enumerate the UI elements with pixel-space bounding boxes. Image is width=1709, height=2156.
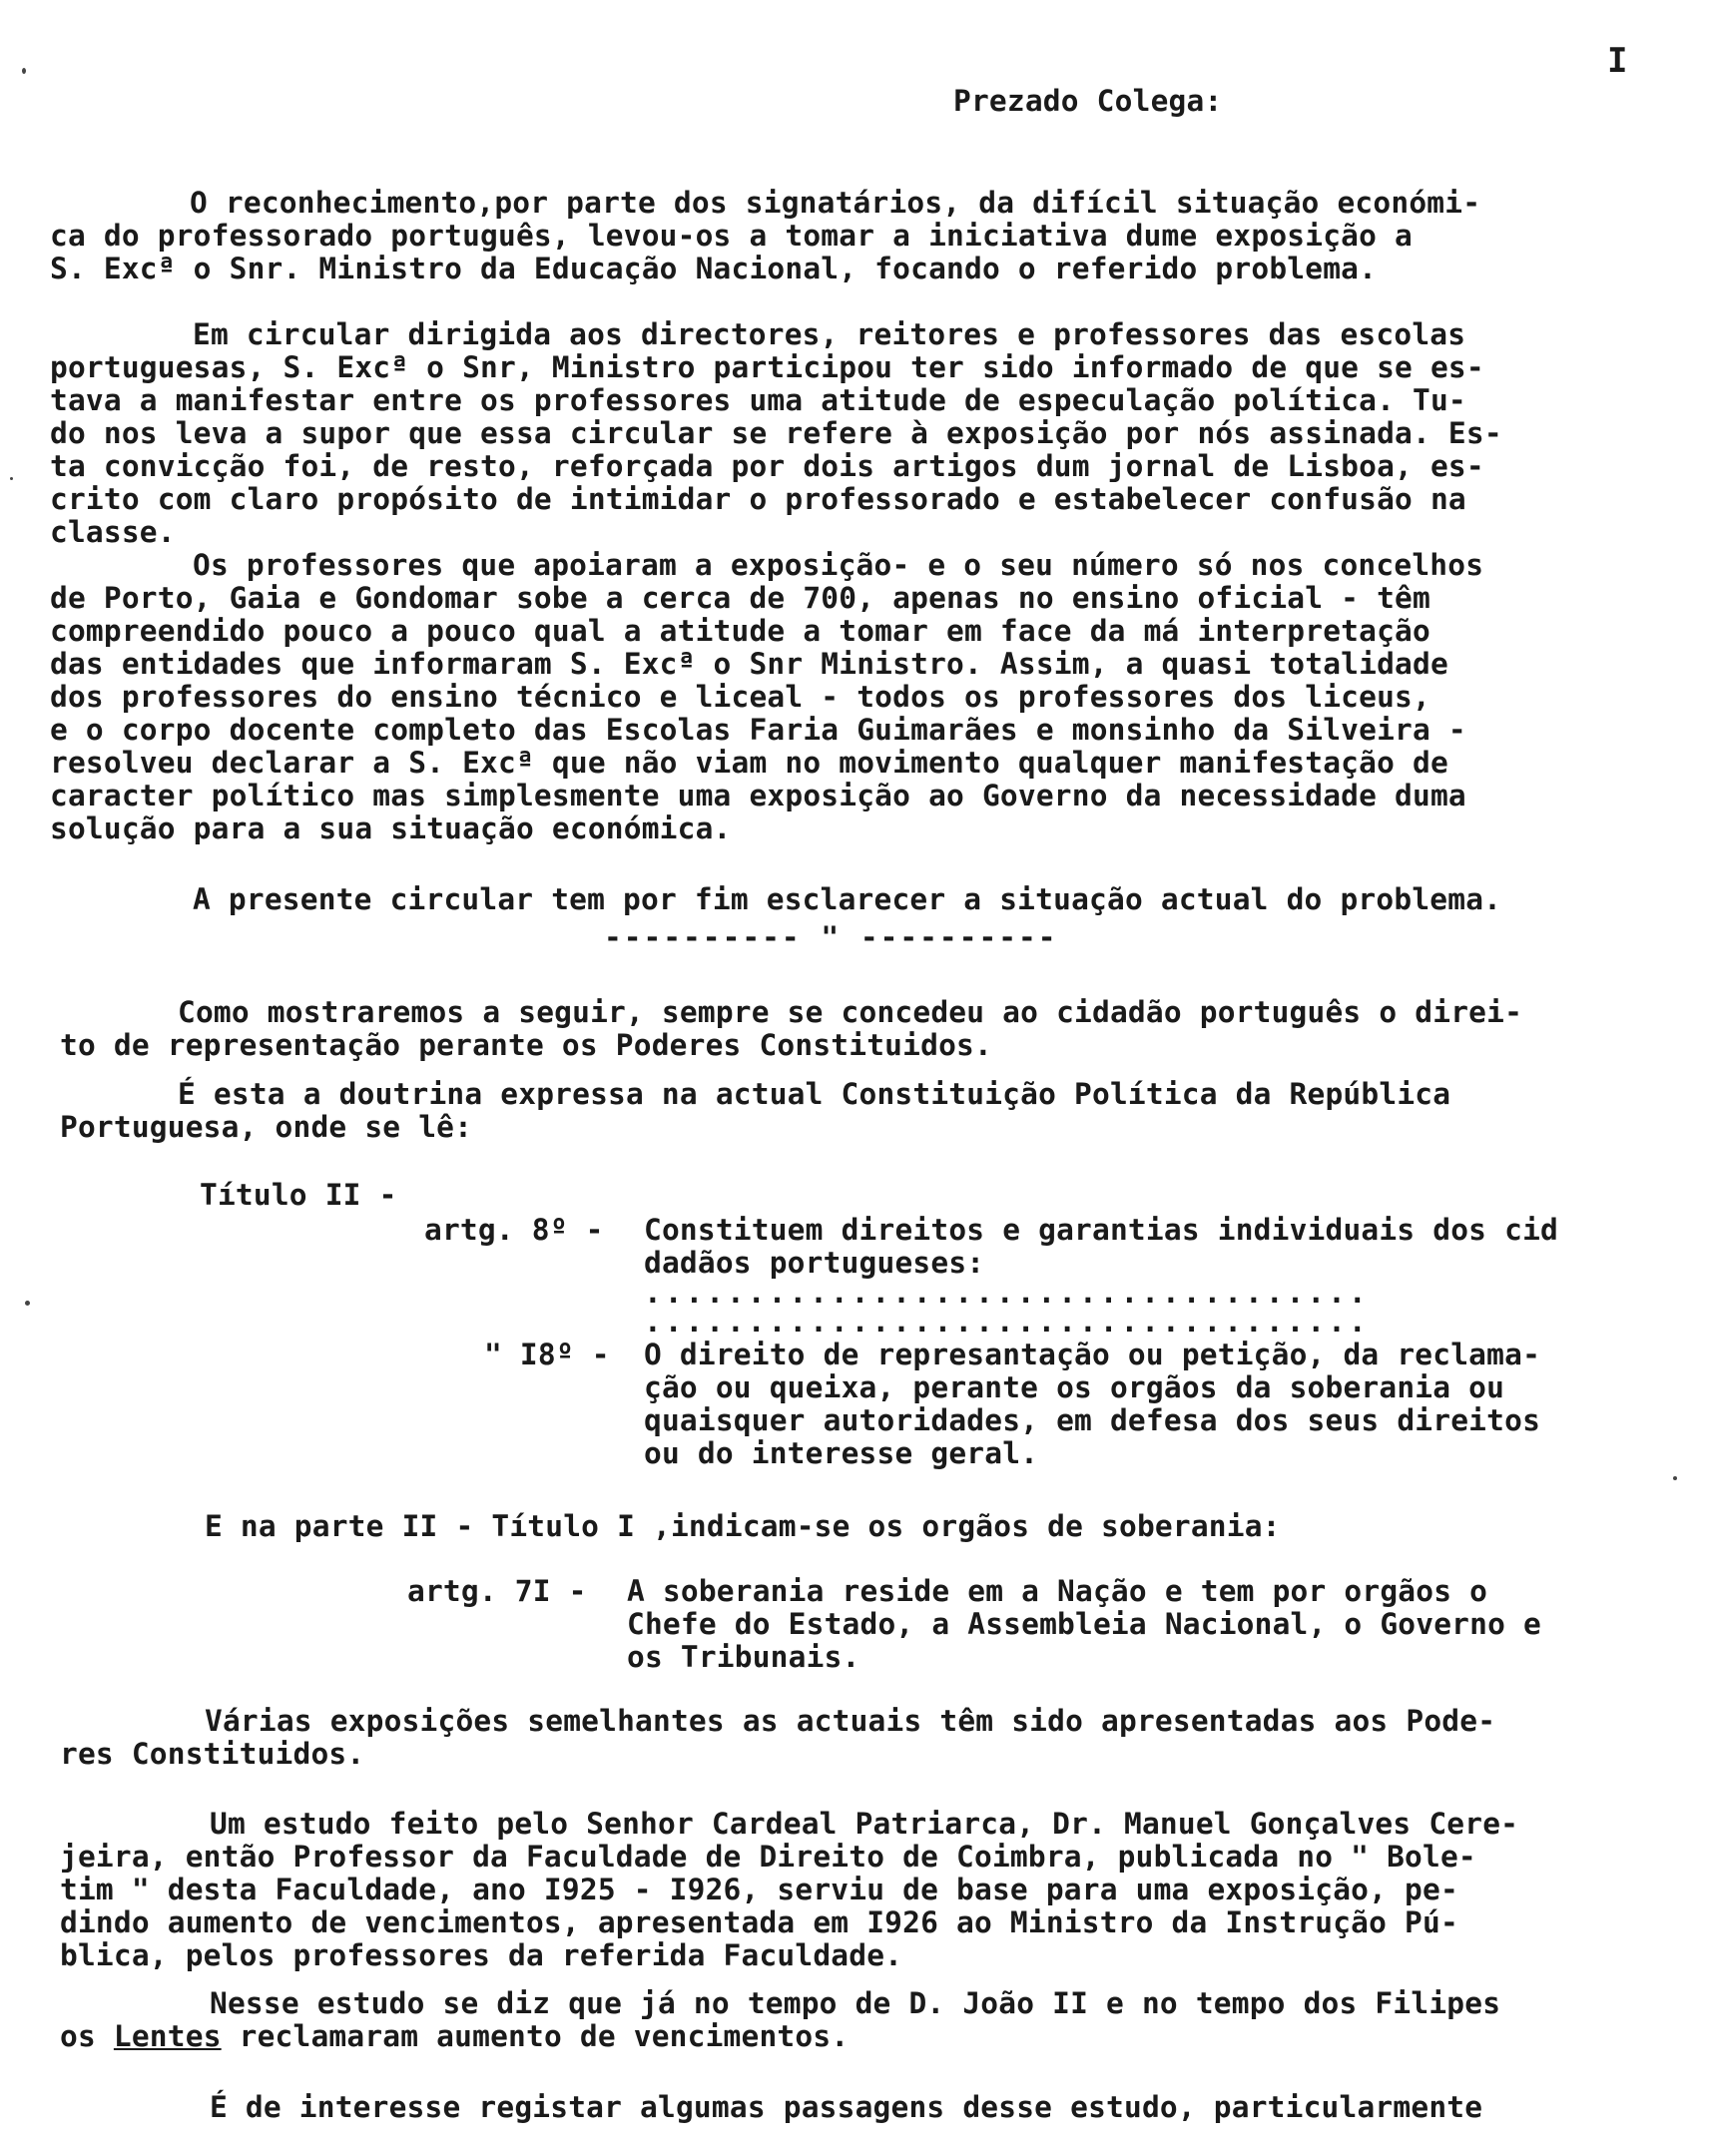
article-text-line: ou do interesse geral. xyxy=(644,1436,1039,1470)
page-number: I xyxy=(1607,41,1628,81)
para8-line: dindo aumento de vencimentos, apresentada em I926 ao Ministro da Instrução Pú- xyxy=(60,1905,1458,1939)
para1-line: ca do professorado português, levou-os a tomar a iniciativa dume exposição a xyxy=(50,219,1413,253)
para3-line: solução para a sua situação económica. xyxy=(50,811,732,845)
para3-line: caracter político mas simplesmente uma exposição ao Governo da necessidade duma xyxy=(50,779,1466,812)
para3-line: resolveu declarar a S. Excª que não viam no movimento qualquer manifestação de xyxy=(50,746,1448,780)
scan-speck xyxy=(1673,1476,1677,1480)
article-text-line: Constituem direitos e garantias individuais dos cid xyxy=(644,1213,1558,1247)
separator: ---------- " ---------- xyxy=(604,920,1058,954)
article-text-line: os Tribunais. xyxy=(627,1640,860,1674)
article-text-line: dadãos portugueses: xyxy=(644,1246,985,1280)
para5-line: Como mostraremos a seguir, sempre se concedeu ao cidadão português o direi- xyxy=(178,995,1523,1029)
para9-line: Nesse estudo se diz que já no tempo de D. João II e no tempo dos Filipes xyxy=(210,1986,1501,2020)
para2-line: Em circular dirigida aos directores, reitores e professores das escolas xyxy=(193,317,1466,351)
scan-speck xyxy=(10,477,13,480)
article-text-line: ção ou queixa, perante os orgãos da soberania ou xyxy=(644,1370,1505,1404)
para7-line: Várias exposições semelhantes as actuais têm sido apresentadas aos Pode- xyxy=(205,1704,1496,1738)
article-label: " I8º - xyxy=(484,1338,610,1371)
para1-line: S. Excª o Snr. Ministro da Educação Nacional, focando o referido problema. xyxy=(50,252,1378,285)
para3-line: compreendido pouco a pouco qual a atitude a tomar em face da má interpretação xyxy=(50,614,1430,648)
para8-line: jeira, então Professor da Faculdade de Direito de Coimbra, publicada no " Bole- xyxy=(60,1840,1476,1874)
para8-line: blica, pelos professores da referida Faculdade. xyxy=(60,1938,903,1972)
para1-line: O reconhecimento,por parte dos signatários, da difícil situação económi- xyxy=(190,186,1481,220)
para2-line: tava a manifestar entre os professores uma atitude de especulação política. Tu- xyxy=(50,383,1466,417)
para3-line: e o corpo docente completo das Escolas Faria Guimarães e monsinho da Silveira - xyxy=(50,713,1466,747)
article-label: artg. 8º - xyxy=(424,1213,604,1247)
para2-line: portuguesas, S. Excª o Snr, Ministro participou ter sido informado de que se es- xyxy=(50,350,1484,384)
article-text-line: A soberania reside em a Nação e tem por orgãos o xyxy=(627,1574,1488,1608)
para8-line: Um estudo feito pelo Senhor Cardeal Patriarca, Dr. Manuel Gonçalves Cere- xyxy=(210,1807,1519,1841)
scan-speck xyxy=(22,68,26,74)
para3-line: de Porto, Gaia e Gondomar sobe a cerca de 700, apenas no ensino oficial - têm xyxy=(50,581,1430,615)
article-text-line: Chefe do Estado, a Assembleia Nacional, o Governo e xyxy=(627,1607,1541,1641)
para4-line: A presente circular tem por fim esclarecer a situação actual do problema. xyxy=(193,882,1502,916)
para9-line xyxy=(60,2019,849,2054)
para9-prefix: os xyxy=(60,2019,114,2053)
para6-line: Portuguesa, onde se lê: xyxy=(60,1110,473,1144)
para5-line: to de representação perante os Poderes Constituidos. xyxy=(60,1028,992,1062)
para7-line: res Constituidos. xyxy=(60,1737,365,1771)
para3-line: das entidades que informaram S. Excª o Snr Ministro. Assim, a quasi totalidade xyxy=(50,647,1448,681)
para10-line: É de interesse registar algumas passagens desse estudo, particularmente xyxy=(210,2090,1483,2124)
para2-line: crito com claro propósito de intimidar o professorado e estabelecer confusão na xyxy=(50,482,1466,516)
ellipsis-line: ................................... xyxy=(644,1276,1370,1310)
para2-line: do nos leva a supor que essa circular se refere à exposição por nós assinada. Es- xyxy=(50,416,1502,450)
article-text-line: quaisquer autoridades, em defesa dos seus direitos xyxy=(644,1403,1541,1437)
parte-line: E na parte II - Título I ,indicam-se os orgãos de soberania: xyxy=(205,1509,1281,1543)
greeting: Prezado Colega: xyxy=(953,84,1223,118)
para8-line: tim " desta Faculdade, ano I925 - I926, serviu de base para uma exposição, pe- xyxy=(60,1873,1458,1906)
para2-line: ta convicção foi, de resto, reforçada por dois artigos dum jornal de Lisboa, es- xyxy=(50,449,1484,483)
para3-line: dos professores do ensino técnico e liceal - todos os professores dos liceus, xyxy=(50,680,1430,714)
scan-speck xyxy=(25,1301,30,1306)
para3-line: Os professores que apoiaram a exposição- e o seu número só nos concelhos xyxy=(193,548,1484,582)
titulo-heading: Título II - xyxy=(200,1178,397,1212)
underlined-word: Lentes xyxy=(113,2019,222,2053)
article-text-line: O direito de represantação ou petição, da reclama- xyxy=(644,1338,1541,1371)
para9-suffix: reclamaram aumento de vencimentos. xyxy=(221,2019,850,2053)
ellipsis-line: ................................... xyxy=(644,1305,1370,1339)
para2-line: classe. xyxy=(50,515,176,549)
para6-line: É esta a doutrina expressa na actual Constituição Política da República xyxy=(178,1077,1451,1111)
article-label: artg. 7I - xyxy=(407,1574,587,1608)
